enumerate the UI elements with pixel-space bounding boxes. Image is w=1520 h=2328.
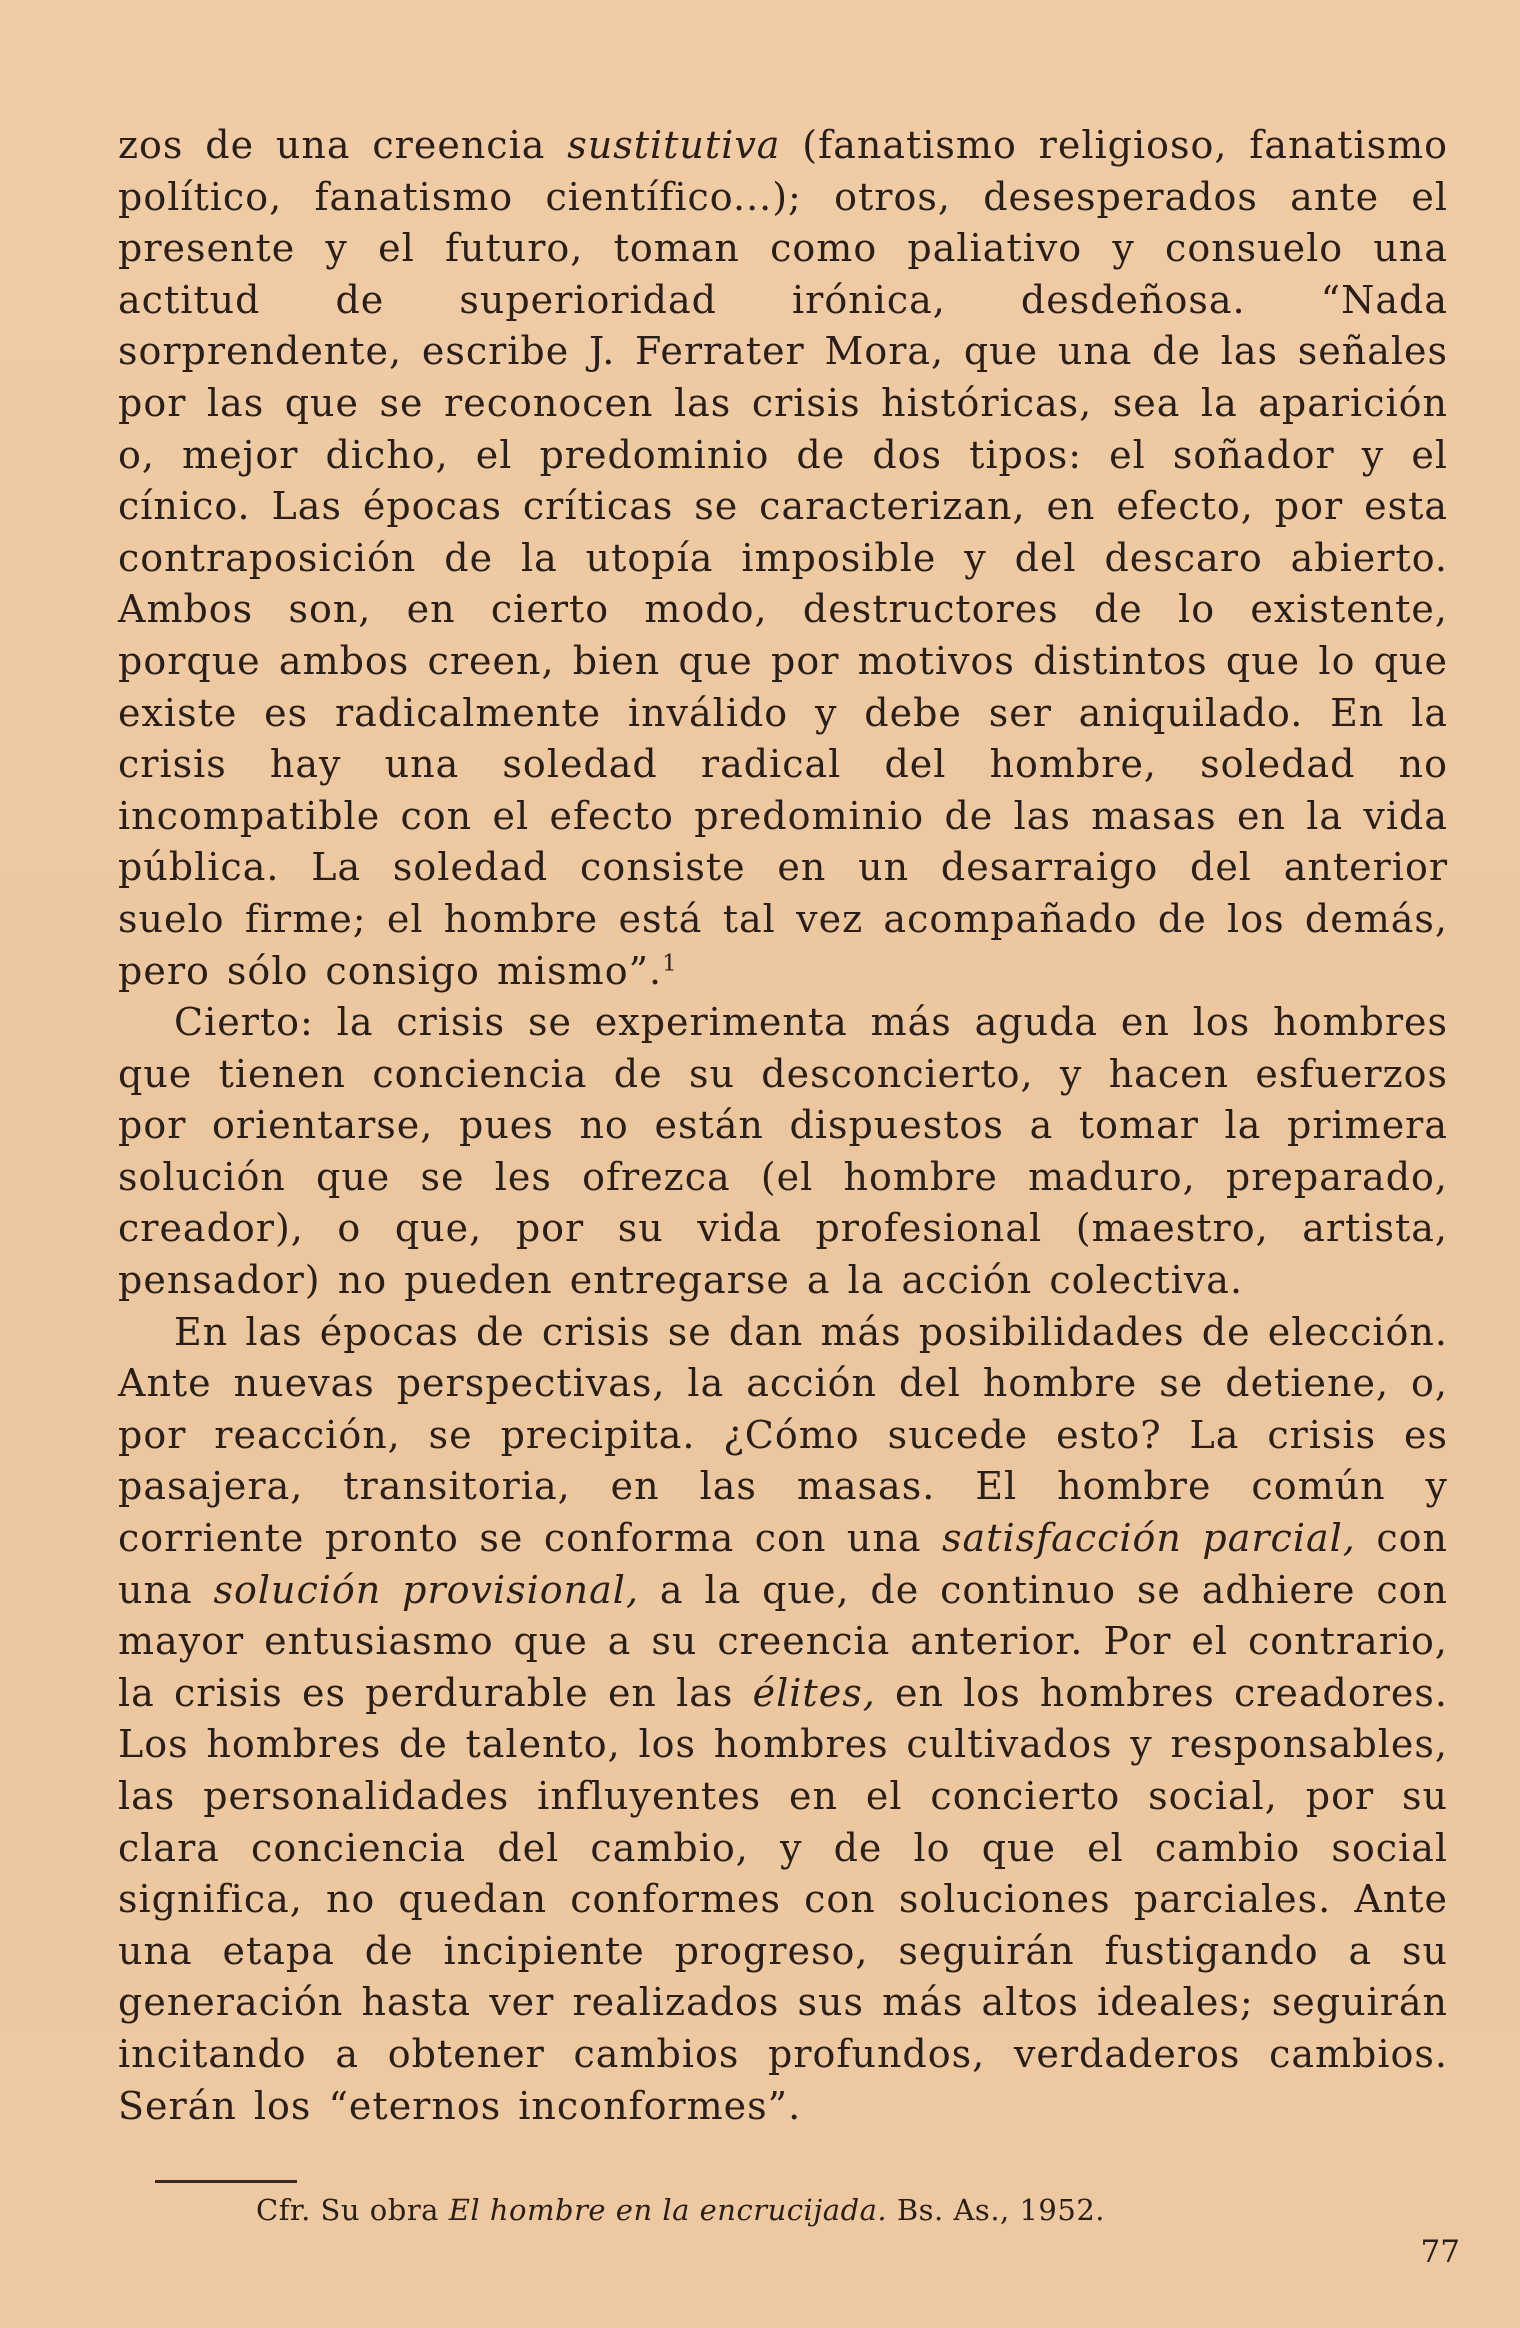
text-segment: a la que, de continuo se adhiere con mayor entusiasmo que a su creencia anterior. Por el contrario, la crisis es perdurable en las (118, 1567, 1448, 1715)
paragraph (118, 1307, 1448, 2133)
italic-text: satisfacción parcial, (942, 1516, 1356, 1561)
footnote-suffix: Bs. As., 1952. (887, 2193, 1105, 2227)
text-segment: (fanatismo religioso, fanatismo político, fanatismo científico...); otros, desesperados ante el presente y el futuro, toman como paliativo y consuelo una actitud de superioridad irónica, desdeñosa. “Nada sorprendente, escribe J. Ferrater Mora, que una de las señales por las que se reconocen las crisis históricas, sea la aparición o, mejor dicho, el predominio de dos tipos: el soñador y el cínico. Las épocas críticas se caracterizan, en efecto, por esta contraposición de la utopía imposible y del descaro abierto. Ambos son, en cierto modo, destructores de lo existente, porque ambos creen, bien que por motivos distintos que lo que existe es radicalmente inválido y debe ser aniquilado. En la crisis hay una soledad radical del hombre, soledad no incompatible con el efecto predominio de las masas en la vida pública. La soledad consiste en un desarraigo del anterior suelo firme; el hombre está tal vez acompañado de los demás, pero sólo consigo mismo”. (118, 123, 1448, 993)
page-number: 77 (1420, 2234, 1460, 2270)
text-segment: con una (118, 1516, 1448, 1612)
footnote-prefix: Cfr. Su obra (256, 2193, 449, 2227)
italic-text: solución provisional, (213, 1567, 640, 1612)
text-segment: En las épocas de crisis se dan más posibilidades de elección. Ante nuevas perspectivas, la acción del hombre se detiene, o, por reacción, se precipita. ¿Cómo sucede esto? La crisis es pasajera, transitoria, en las masas. El hombre común y corriente pronto se conforma con una (118, 1309, 1448, 1561)
footnote-marker: 1 (662, 949, 678, 976)
paragraph (118, 120, 1448, 997)
italic-text: sustitutiva (567, 123, 781, 167)
text-segment: Cierto: la crisis se experimenta más aguda en los hombres que tienen conciencia de su desconcierto, y hacen esfuerzos por orientarse, pues no están dispuestos a tomar la primera solución que se les ofrezca (el hombre maduro, preparado, creador), o que, por su vida profesional (maestro, artista, pensador) no pueden entregarse a la acción colectiva. (118, 1000, 1448, 1303)
footnote-title: El hombre en la encrucijada. (448, 2193, 888, 2227)
paragraph (118, 997, 1448, 1307)
text-segment: en los hombres creadores. Los hombres de talento, los hombres cultivados y responsables, las personalidades influyentes en el concierto social, por su clara conciencia del cambio, y de lo que el cambio social significa, no quedan conformes con soluciones parciales. Ante una etapa de incipiente progreso, seguirán fustigando a su generación hasta ver realizados sus más altos ideales; seguirán incitando a obtener cambios profundos, verdaderos cambios. Serán los “eternos inconformes”. (118, 1670, 1448, 2128)
text-segment: zos de una creencia (118, 123, 568, 167)
italic-text: élites, (752, 1670, 876, 1715)
footnote-rule (155, 2180, 297, 2183)
body-text (118, 120, 1448, 2132)
footnote (256, 2193, 1376, 2227)
